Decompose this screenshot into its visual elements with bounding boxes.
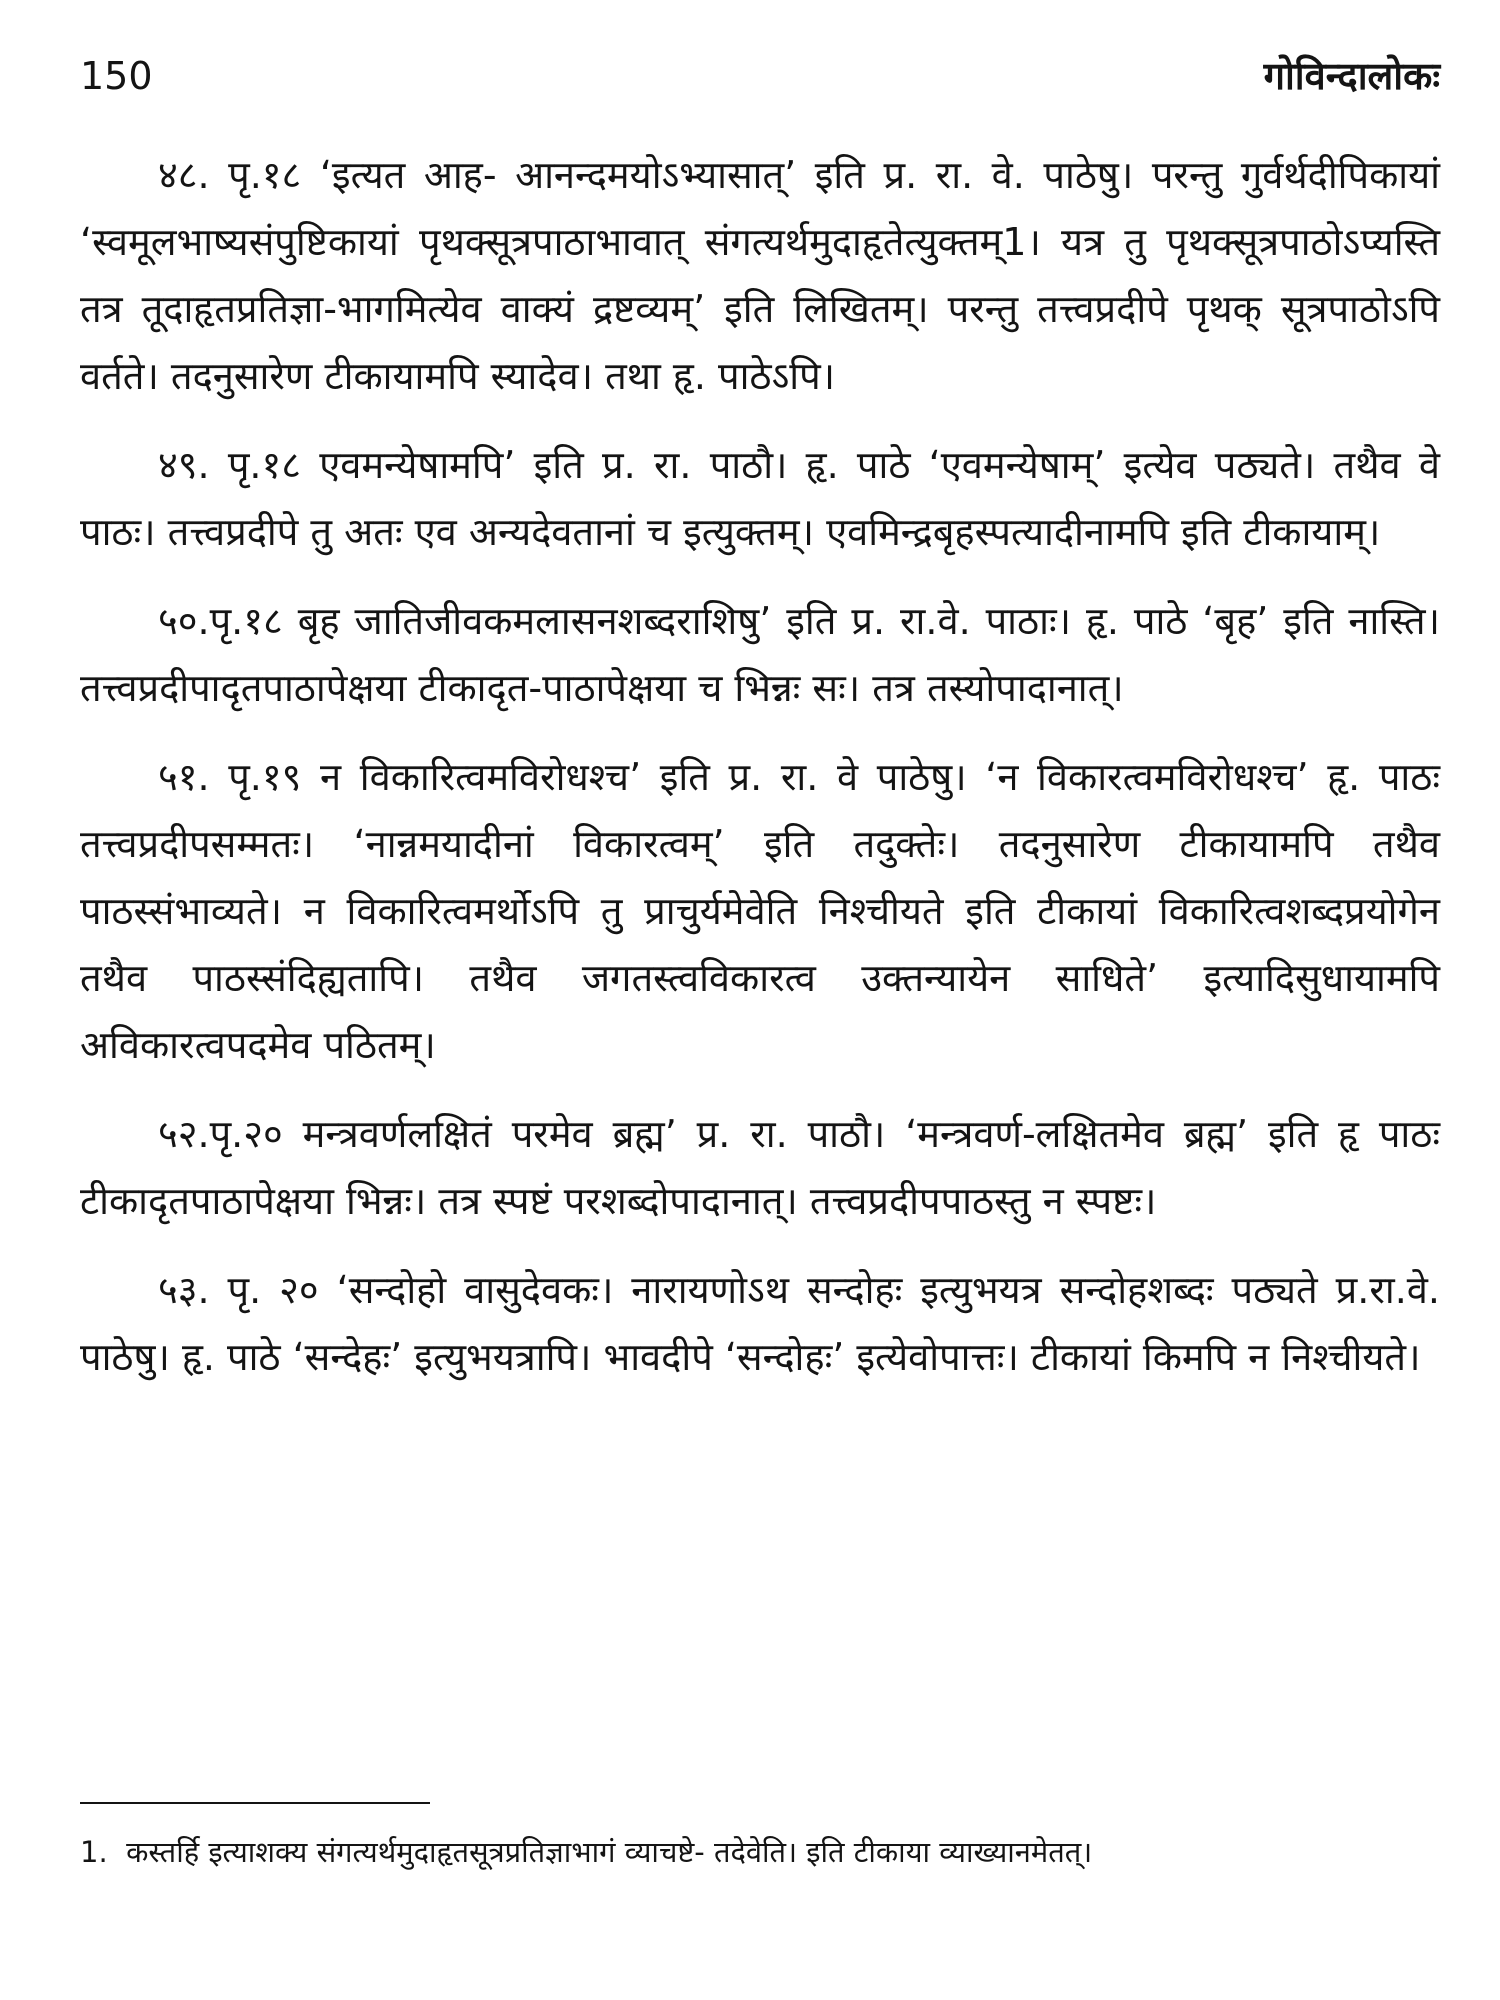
footnote-separator — [80, 1802, 430, 1804]
note-paragraph-48: ४८. पृ.१८ ‘इत्यत आह- आनन्दमयोऽभ्यासात्’ इति प्र. रा. वे. पाठेषु। परन्तु गुर्वर्थदीपिकायां ‘स्वमूलभाष्यसंपुष्टिकायां पृथक्सूत्रपाठाभावात् संगत्यर्थमुदाहृतेत्युक्तम्1। यत्र तु पृथक्सूत्रपाठोऽप्यस्ति तत्र तूदाहृतप्रतिज्ञा-भागमित्येव वाक्यं द्रष्टव्यम्’ इति लिखितम्। परन्तु तत्त्वप्रदीपे पृथक् सूत्रपाठोऽपि वर्तते। तदनुसारेण टीकायामपि स्यादेव। तथा हृ. पाठेऽपि। — [80, 153, 1440, 398]
note-paragraph-50: ५०.पृ.१८ बृह जातिजीवकमलासनशब्दराशिषु’ इति प्र. रा.वे. पाठाः। हृ. पाठे ‘बृह’ इति नास्ति। तत्त्वप्रदीपादृतपाठापेक्षया टीकादृत-पाठापेक्षया च भिन्नः सः। तत्र तस्योपादानात्। — [80, 599, 1440, 710]
running-title: गोविन्दालोकः — [1263, 54, 1440, 98]
note-paragraph-52: ५२.पृ.२० मन्त्रवर्णलक्षितं परमेव ब्रह्म’ प्र. रा. पाठौ। ‘मन्त्रवर्ण-लक्षितमेव ब्रह्म’ इति हृ पाठः टीकादृतपाठापेक्षया भिन्नः। तत्र स्पष्टं परशब्दोपादानात्। तत्त्वप्रदीपपाठस्तु न स्पष्टः। — [80, 1112, 1440, 1223]
note-paragraph-51: ५१. पृ.१९ न विकारित्वमविरोधश्च’ इति प्र. रा. वे पाठेषु। ‘न विकारत्वमविरोधश्च’ हृ. पाठः तत्त्वप्रदीपसम्मतः। ‘नान्नमयादीनां विकारत्वम्’ इति तदुक्तेः। तदनुसारेण टीकायामपि तथैव पाठस्संभाव्यते। न विकारित्वमर्थोऽपि तु प्राचुर्यमेवेति निश्चीयते इति टीकायां विकारित्वशब्दप्रयोगेन तथैव पाठस्संदिह्यतापि। तथैव जगतस्त्वविकारत्व उक्तन्यायेन साधिते’ इत्यादिसुधायामपि अविकारत्वपदमेव पठितम्। — [80, 755, 1440, 1067]
footnote — [80, 1822, 1440, 1882]
footnote-text: कस्तर्हि इत्याशक्य संगत्यर्थमुदाहृतसूत्रप्रतिज्ञाभागं व्याचष्टे- तदेवेति। इति टीकाया व्याख्यानमेतत्। — [126, 1835, 1093, 1869]
note-paragraph-53: ५३. पृ. २० ‘सन्दोहो वासुदेवकः। नारायणोऽथ सन्दोहः इत्युभयत्र सन्दोहशब्दः पठ्यते प्र.रा.वे. पाठेषु। हृ. पाठे ‘सन्देहः’ इत्युभयत्रापि। भावदीपे ‘सन्दोहः’ इत्येवोपात्तः। टीकायां किमपि न निश्चीयते। — [80, 1268, 1440, 1379]
page-number: 150 — [80, 54, 153, 98]
body-text — [80, 142, 1440, 1413]
note-paragraph-49: ४९. पृ.१८ एवमन्येषामपि’ इति प्र. रा. पाठौ। हृ. पाठे ‘एवमन्येषाम्’ इत्येव पठ्यते। तथैव वे पाठः। तत्त्वप्रदीपे तु अतः एव अन्यदेवतानां च इत्युक्तम्। एवमिन्द्रबृहस्पत्यादीनामपि इति टीकायाम्। — [80, 443, 1440, 554]
running-head — [80, 52, 1440, 112]
footnote-marker: 1. — [80, 1835, 108, 1869]
